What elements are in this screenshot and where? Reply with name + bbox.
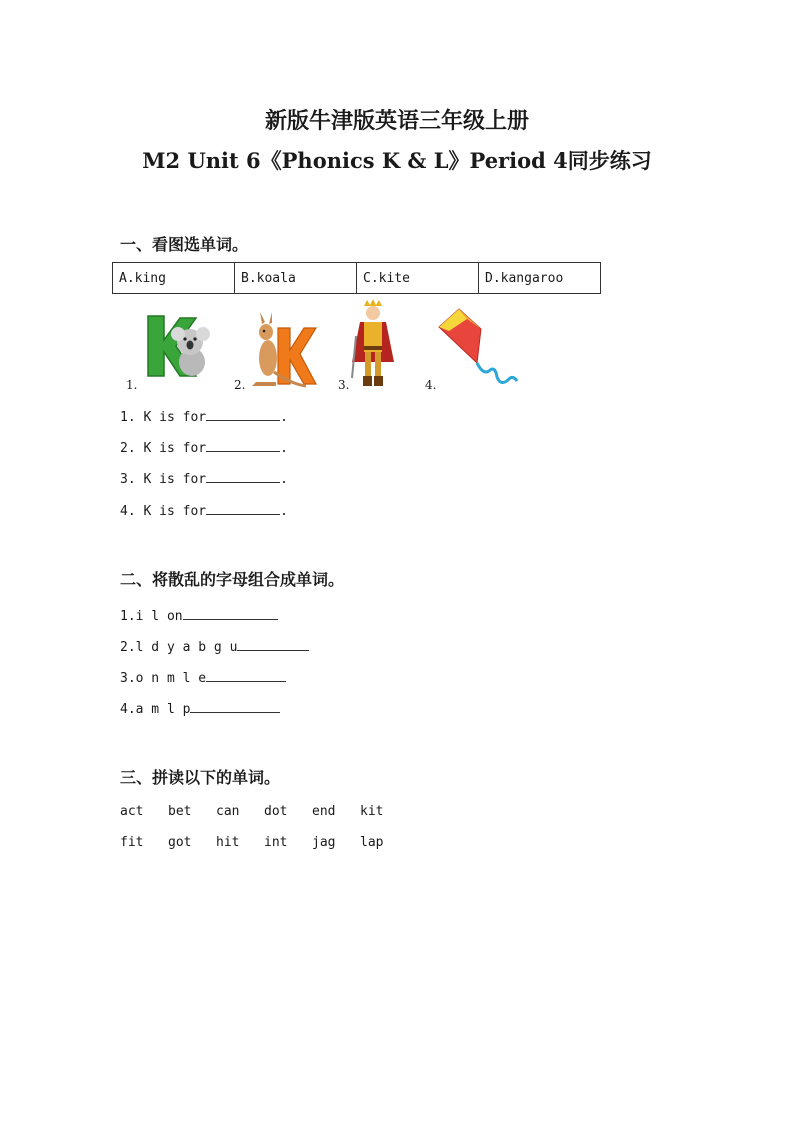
answer-blank-1[interactable] <box>206 408 280 421</box>
word-item: can <box>216 804 240 819</box>
scramble-text-4: 4.a m l p <box>120 702 191 717</box>
king-icon <box>348 298 398 390</box>
fill-line-1-end: . <box>280 410 288 425</box>
fill-line-3-text: 3. K is for <box>120 472 207 487</box>
scramble-blank-2[interactable] <box>237 638 309 651</box>
word-item: dot <box>264 804 288 819</box>
fill-line-4 <box>120 502 288 519</box>
kite-icon <box>437 305 519 390</box>
scramble-text-1: 1.i l on <box>120 609 183 624</box>
option-a: A.king <box>113 263 235 294</box>
page-subtitle: M2 Unit 6《Phonics K & L》Period 4同步练习 <box>142 148 652 173</box>
fill-line-2 <box>120 439 288 456</box>
option-c: C.kite <box>357 263 479 294</box>
picture-number-1: 1. <box>126 378 138 392</box>
word-row-1 <box>120 804 408 819</box>
word-item: hit <box>216 835 240 850</box>
word-item: got <box>168 835 192 850</box>
option-d: D.kangaroo <box>479 263 601 294</box>
fill-line-1 <box>120 408 288 425</box>
word-item: lap <box>360 835 384 850</box>
section1-heading: 一、看图选单词。 <box>120 235 249 254</box>
answer-blank-4[interactable] <box>206 502 280 515</box>
options-table <box>112 262 601 294</box>
fill-line-1-text: 1. K is for <box>120 410 207 425</box>
word-item: kit <box>360 804 384 819</box>
scramble-blank-1[interactable] <box>183 607 278 620</box>
word-row-2 <box>120 835 408 850</box>
picture-number-4: 4. <box>425 378 437 392</box>
fill-line-3 <box>120 470 288 487</box>
fill-line-4-text: 4. K is for <box>120 504 207 519</box>
picture-number-3: 3. <box>338 378 350 392</box>
fill-line-4-end: . <box>280 504 288 519</box>
picture-number-2: 2. <box>234 378 246 392</box>
answer-blank-2[interactable] <box>206 439 280 452</box>
page-title: 新版牛津版英语三年级上册 <box>264 108 529 134</box>
kangaroo-letter-k-icon <box>246 312 321 388</box>
word-item: jag <box>312 835 336 850</box>
word-item: fit <box>120 835 144 850</box>
scramble-blank-4[interactable] <box>190 700 280 713</box>
koala-letter-k-icon <box>140 312 215 382</box>
scramble-text-2: 2.l d y a b g u <box>120 640 238 655</box>
scramble-line-4 <box>120 700 280 717</box>
scramble-line-2 <box>120 638 309 655</box>
scramble-line-1 <box>120 607 278 624</box>
word-item: act <box>120 804 144 819</box>
word-item: int <box>264 835 288 850</box>
answer-blank-3[interactable] <box>206 470 280 483</box>
fill-line-2-text: 2. K is for <box>120 441 207 456</box>
section3-heading: 三、拼读以下的单词。 <box>120 768 281 787</box>
scramble-line-3 <box>120 669 286 686</box>
scramble-text-3: 3.o n m l e <box>120 671 207 686</box>
option-b: B.koala <box>235 263 357 294</box>
section2-heading: 二、将散乱的字母组合成单词。 <box>120 570 345 589</box>
word-item: bet <box>168 804 192 819</box>
fill-line-2-end: . <box>280 441 288 456</box>
scramble-blank-3[interactable] <box>206 669 286 682</box>
fill-line-3-end: . <box>280 472 288 487</box>
word-item: end <box>312 804 336 819</box>
